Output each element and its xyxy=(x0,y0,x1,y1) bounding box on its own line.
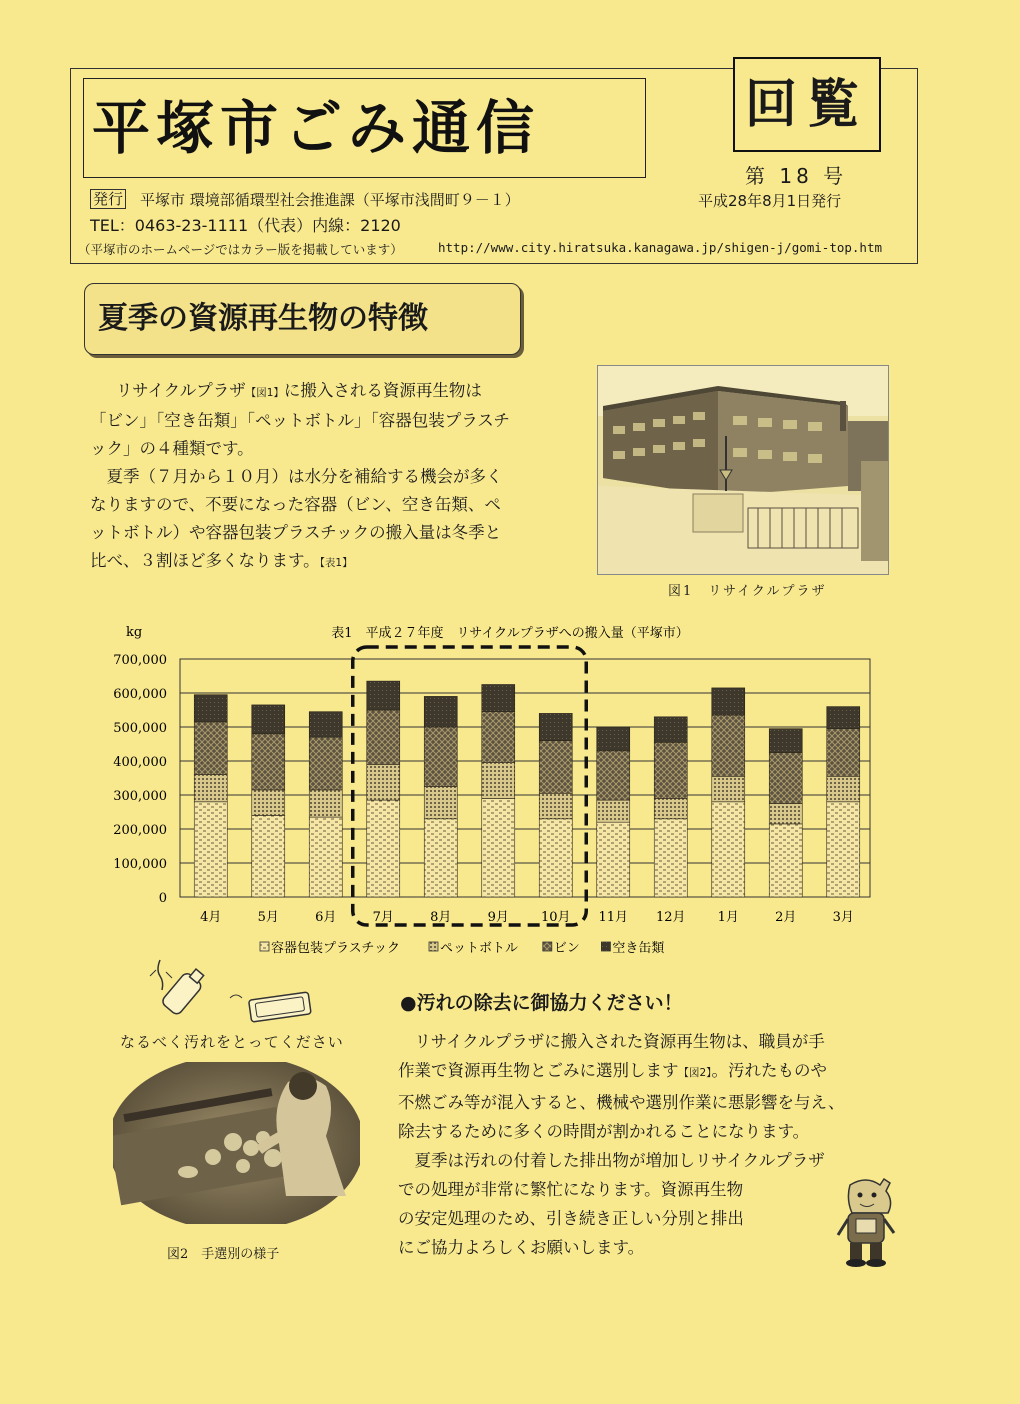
text-line: にご協力よろしくお願いします。 xyxy=(398,1238,645,1257)
y-tick-label: 200,000 xyxy=(113,823,167,838)
homepage-url[interactable]: http://www.city.hiratsuka.kanagawa.jp/shigen-j/gomi-top.htm xyxy=(438,240,883,255)
hand-sorting-photo xyxy=(113,1062,360,1224)
bar-segment-pet xyxy=(769,804,802,824)
subsection-heading: ●汚れの除去に御協力ください！ xyxy=(400,992,683,1014)
bar-segment-can xyxy=(367,681,400,710)
x-axis-ticks xyxy=(200,910,854,925)
bar-group xyxy=(194,681,860,897)
text-line: 除去するために多くの時間が割かれることになります。 xyxy=(398,1122,810,1141)
text-line: ック」の４種類です。 xyxy=(90,439,254,458)
bar-segment-plastic xyxy=(367,800,400,897)
text-line: 夏季（７月から１０月）は水分を補給する機会が多く xyxy=(90,467,503,486)
bar-segment-pet xyxy=(309,790,342,817)
y-axis-ticks xyxy=(113,653,167,906)
bar-segment-pet xyxy=(597,800,630,822)
bar-segment-plastic xyxy=(424,819,457,897)
bar-segment-can xyxy=(252,705,285,734)
x-tick-label: 11月 xyxy=(598,910,629,925)
y-tick-label: 300,000 xyxy=(113,789,167,804)
issue-number: 第 18 号 xyxy=(745,164,848,188)
bar-segment-bin xyxy=(539,741,572,794)
legend-label: ペットボトル xyxy=(440,941,519,956)
bar-segment-plastic xyxy=(712,802,745,897)
legend-swatch xyxy=(429,942,438,951)
bar-segment-pet xyxy=(367,764,400,800)
text-line: 作業で資源再生物とごみに選別します【図2】。汚れたものや xyxy=(398,1061,827,1080)
x-tick-label: 4月 xyxy=(200,910,222,925)
bar-segment-pet xyxy=(424,787,457,819)
rinse-bottle-illustration xyxy=(120,958,320,1030)
bar-segment-plastic xyxy=(309,817,342,897)
bar-segment-bin xyxy=(827,729,860,777)
bar-segment-pet xyxy=(194,775,227,802)
bar-segment-can xyxy=(482,685,515,712)
sketch-caption: なるべく汚れをとってください xyxy=(120,1033,344,1051)
text-line: ットボトル）や容器包装プラスチックの搬入量は冬季と xyxy=(90,523,502,542)
publisher: 平塚市 環境部循環型社会推進課（平塚市浅間町９－１） xyxy=(140,191,520,209)
figure-ref: 【図1】 xyxy=(245,387,284,399)
bar-segment-bin xyxy=(712,715,745,776)
publisher-tag: 発行 xyxy=(90,189,126,209)
y-tick-label: 500,000 xyxy=(113,721,167,736)
bar-segment-can xyxy=(309,712,342,738)
bar-segment-bin xyxy=(194,722,227,775)
bar-segment-can xyxy=(654,717,687,743)
y-tick-label: 700,000 xyxy=(113,653,167,668)
y-axis-unit: kg xyxy=(126,625,143,640)
legend-swatch xyxy=(260,942,269,951)
bar-segment-pet xyxy=(654,798,687,818)
section-heading: 夏季の資源再生物の特徴 xyxy=(98,301,428,336)
bar-segment-plastic xyxy=(482,798,515,897)
x-tick-label: 7月 xyxy=(372,910,394,925)
text-line: 夏季は汚れの付着した排出物が増加しリサイクルプラザ xyxy=(398,1151,825,1170)
bar-segment-plastic xyxy=(769,824,802,897)
legend-label: 空き缶類 xyxy=(612,941,665,956)
telephone: TEL：0463-23-1111（代表）内線：2120 xyxy=(90,216,401,235)
issue-date: 平成28年8月1日発行 xyxy=(698,192,842,210)
x-tick-label: 5月 xyxy=(257,910,279,925)
bar-segment-pet xyxy=(539,793,572,819)
bar-segment-plastic xyxy=(252,815,285,897)
x-tick-label: 12月 xyxy=(655,910,686,925)
chart-legend xyxy=(260,940,664,956)
x-tick-label: 10月 xyxy=(540,910,571,925)
y-tick-label: 100,000 xyxy=(113,857,167,872)
legend-swatch xyxy=(601,942,610,951)
text-line: リサイクルプラザ【図1】に搬入される資源再生物は xyxy=(116,381,482,400)
y-tick-label: 400,000 xyxy=(113,755,167,770)
text-line: 不燃ごみ等が混入すると、機械や選別作業に悪影響を与え、 xyxy=(398,1093,845,1112)
text-line: の安定処理のため、引き続き正しい分別と排出 xyxy=(398,1209,744,1228)
bar-segment-bin xyxy=(367,710,400,764)
bar-segment-can xyxy=(712,688,745,715)
bar-segment-pet xyxy=(482,763,515,799)
bar-segment-bin xyxy=(309,737,342,790)
table-ref: 【表1】 xyxy=(319,557,353,569)
x-tick-label: 6月 xyxy=(315,910,337,925)
bar-segment-pet xyxy=(712,776,745,802)
text-line: での処理が非常に繁忙になります。資源再生物 xyxy=(398,1180,744,1199)
bar-segment-bin xyxy=(597,751,630,800)
bar-segment-can xyxy=(597,727,630,751)
bar-segment-plastic xyxy=(827,802,860,897)
bar-segment-can xyxy=(539,713,572,740)
bar-segment-bin xyxy=(769,753,802,804)
figure-ref: 【図2】 xyxy=(678,1067,712,1079)
bar-segment-can xyxy=(827,707,860,729)
text-line: 比べ、３割ほど多くなります。【表1】 xyxy=(90,551,353,570)
bar-segment-bin xyxy=(424,727,457,787)
x-tick-label: 1月 xyxy=(717,910,739,925)
bar-segment-can xyxy=(194,695,227,722)
newsletter-title: 平塚市ごみ通信 xyxy=(92,94,541,162)
x-tick-label: 9月 xyxy=(487,910,509,925)
x-tick-label: 8月 xyxy=(430,910,452,925)
bar-segment-plastic xyxy=(194,802,227,897)
y-tick-label: 600,000 xyxy=(113,687,167,702)
text-line: 「ビン」「空き缶類」「ペットボトル」「容器包装プラスチ xyxy=(90,411,510,430)
bar-segment-pet xyxy=(827,776,860,802)
recycle-plaza-photo xyxy=(597,365,889,575)
bar-segment-bin xyxy=(654,742,687,798)
bar-segment-can xyxy=(769,729,802,753)
text-line: なりますので、不要になった容器（ビン、空き缶類、ペ xyxy=(90,495,501,514)
figure2-caption: 図2 手選別の様子 xyxy=(167,1247,280,1262)
stacked-bar-chart xyxy=(70,622,910,967)
legend-swatch xyxy=(543,942,552,951)
bar-segment-pet xyxy=(252,790,285,816)
bar-segment-bin xyxy=(482,712,515,763)
bar-segment-can xyxy=(424,696,457,727)
x-tick-label: 2月 xyxy=(775,910,797,925)
figure1-caption: 図1 リサイクルプラザ xyxy=(668,584,827,599)
kairan-label: 回覧 xyxy=(744,74,869,135)
intro-paragraph xyxy=(90,377,590,577)
bar-segment-plastic xyxy=(539,819,572,897)
text-line: リサイクルプラザに搬入された資源再生物は、職員が手 xyxy=(398,1032,825,1051)
mascot-icon xyxy=(830,1175,902,1267)
bar-segment-bin xyxy=(252,734,285,790)
bar-segment-plastic xyxy=(597,822,630,897)
legend-label: 容器包装プラスチック xyxy=(271,941,400,956)
homepage-note: （平塚市のホームページではカラー版を掲載しています） xyxy=(78,242,403,257)
bar-segment-plastic xyxy=(654,819,687,897)
chart-title: 表1 平成２７年度 リサイクルプラザへの搬入量（平塚市） xyxy=(331,626,689,641)
legend-label: ビン xyxy=(553,941,580,956)
x-tick-label: 3月 xyxy=(832,910,854,925)
y-tick-label: 0 xyxy=(158,891,167,906)
